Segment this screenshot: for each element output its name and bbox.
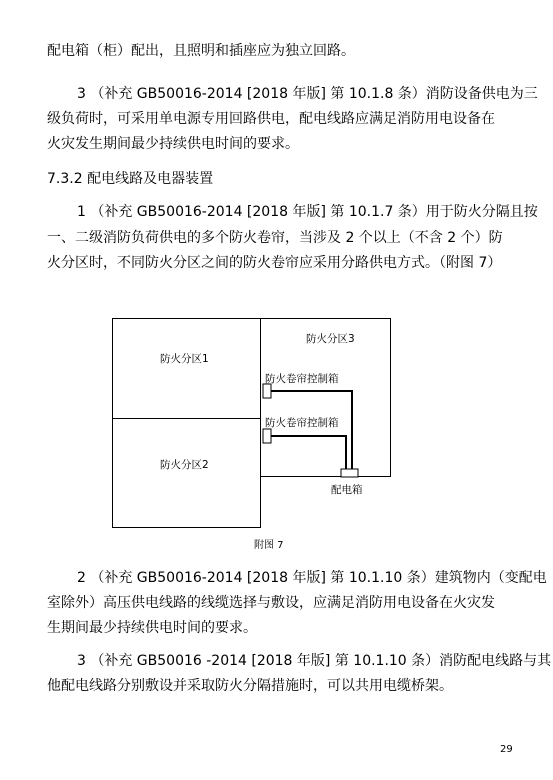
paragraph-3-line-3: 火分区时，不同防火分区之间的防火卷帘应采用分路供电方式。（附图 7） [47,255,502,271]
paragraph-2-line-2: 级负荷时，可采用单电源专用回路供电，配电线路应满足消防用电设备在 [47,111,495,127]
wire-b [271,436,346,469]
distribution-panel-label: 配电箱 [331,484,363,496]
paragraph-5-line-2: 他配电线路分别敷设并采取防火分隔措施时，可以共用电缆桥架。 [47,678,453,694]
fire-zone-1-label: 防火分区1 [160,353,209,365]
fire-zone-2-label: 防火分区2 [160,459,209,471]
wire-a [271,391,352,469]
distribution-panel-box [341,469,358,477]
paragraph-1-line-1: 配电箱（柜）配出，且照明和插座应为独立回路。 [47,43,355,59]
page-number: 29 [500,744,513,755]
controller-box-a [263,384,271,398]
controller-box-b [263,429,271,443]
figure-caption: 附图 7 [254,540,284,551]
controller-a-label: 防火卷帘控制箱 [265,373,339,385]
paragraph-3-line-1: 1 （补充 GB50016-2014 [2018 年版] 第 10.1.7 条）用于防火分隔且按 [77,204,538,220]
paragraph-3-line-2: 一、二级消防负荷供电的多个防火卷帘，当涉及 2 个以上（不含 2 个）防 [47,230,503,246]
paragraph-4-line-2: 室除外）高压供电线路的线缆选择与敷设，应满足消防用电设备在火灾发 [47,595,495,611]
paragraph-5-line-1: 3 （补充 GB50016 -2014 [2018 年版] 第 10.1.10 条）消防配电线路与其 [77,653,552,669]
controller-b-label: 防火卷帘控制箱 [265,417,339,429]
paragraph-4-line-1: 2 （补充 GB50016-2014 [2018 年版] 第 10.1.10 条）建筑物内（变配电 [77,570,547,586]
paragraph-2-line-1: 3 （补充 GB50016-2014 [2018 年版] 第 10.1.8 条）消防设备供电为三 [77,86,538,102]
paragraph-4-line-3: 生期间最少持续供电时间的要求。 [47,620,257,636]
fire-zone-3-label: 防火分区3 [306,333,355,345]
paragraph-2-line-3: 火灾发生期间最少持续供电时间的要求。 [47,136,299,152]
section-heading: 7.3.2 配电线路及电器装置 [47,171,214,187]
